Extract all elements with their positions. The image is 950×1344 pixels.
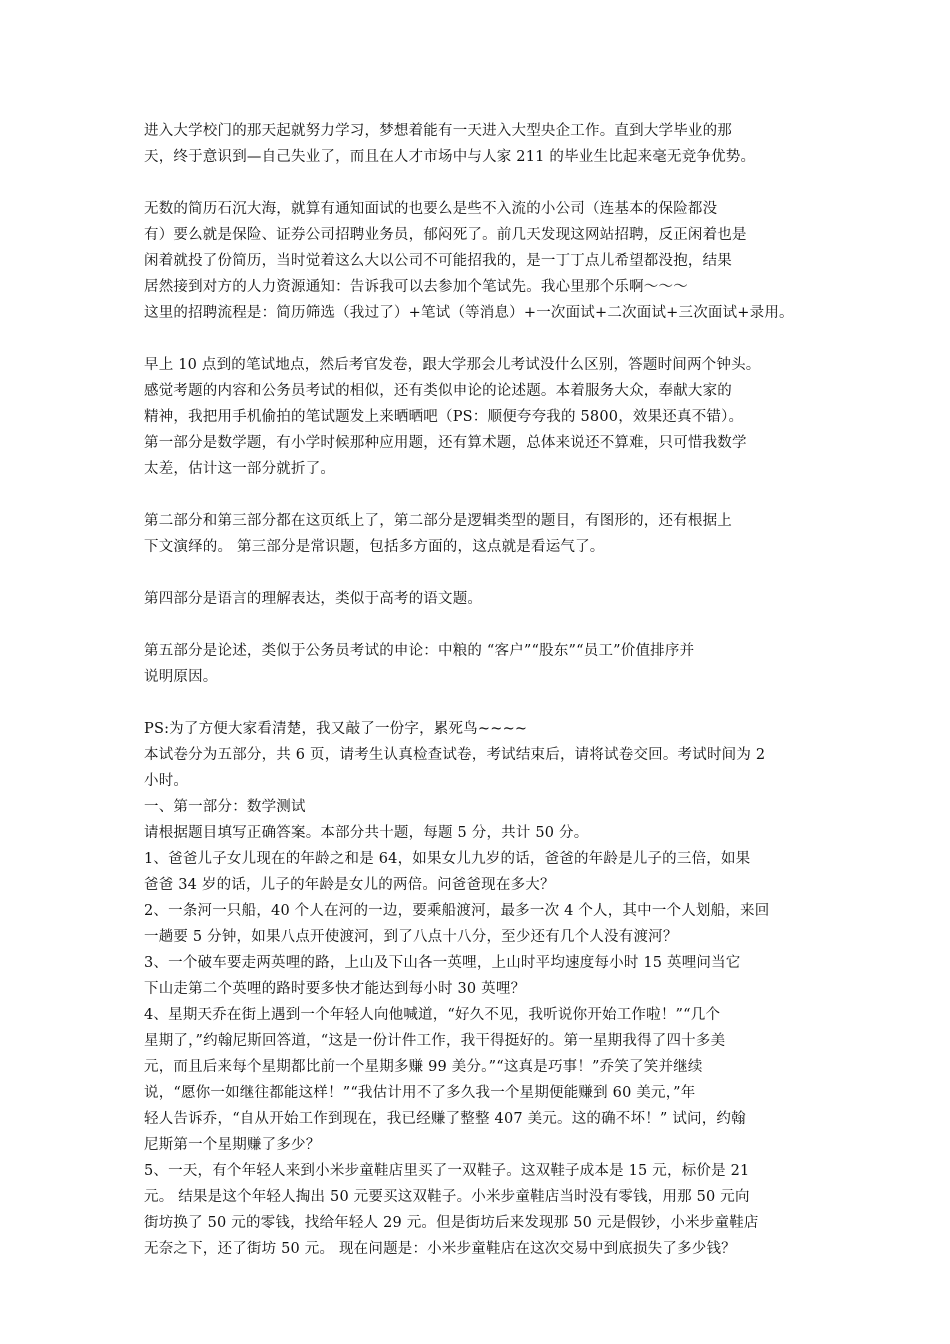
text-line: 尼斯第一个星期赚了多少？ [144, 1137, 321, 1153]
text-line: 感觉考题的内容和公务员考试的相似，还有类似申论的论述题。本着服务大众，奉献大家的 [144, 383, 732, 399]
text-line: 第一部分是数学题，有小学时候那种应用题，还有算术题，总体来说还不算难，只可惜我数学 [144, 435, 747, 451]
text-line: 无数的简历石沉大海，就算有通知面试的也要么是些不入流的小公司（连基本的保险都没 [144, 201, 718, 217]
paragraph [144, 196, 816, 326]
paragraph [144, 586, 816, 612]
text-line: PS:为了方便大家看清楚，我又敲了一份字，累死鸟~~~~ [144, 721, 528, 737]
paragraph-gap [144, 326, 816, 352]
paragraph [144, 716, 816, 1262]
text-line: 请根据题目填写正确答案。本部分共十题，每题 5 分，共计 50 分。 [144, 825, 589, 841]
text-line: 星期了，”约翰尼斯回答道，“这是一份计件工作，我干得挺好的。第一星期我得了四十多美 [144, 1033, 726, 1049]
text-line: 本试卷分为五部分，共 6 页，请考生认真检查试卷，考试结束后，请将试卷交回。考试时间为 2 [144, 747, 766, 763]
text-line: 小时。 [144, 773, 189, 789]
text-line: 精神，我把用手机偷拍的笔试题发上来晒晒吧（PS：顺便夸夸我的 5800，效果还真不错）。 [144, 409, 744, 425]
text-line: 2、一条河一只船，40 个人在河的一边，要乘船渡河，最多一次 4 个人，其中一个人划船，来回 [144, 903, 770, 919]
text-line: 5、一天，有个年轻人来到小米步童鞋店里买了一双鞋子。这双鞋子成本是 15 元，标价是 21 [144, 1163, 750, 1179]
text-line: 轻人告诉乔，“自从开始工作到现在，我已经赚了整整 407 美元。这的确不坏！” 试问，约翰 [144, 1111, 746, 1127]
paragraph [144, 638, 816, 690]
text-line: 第二部分和第三部分都在这页纸上了，第二部分是逻辑类型的题目，有图形的，还有根据上 [144, 513, 732, 529]
text-line: 天，终于意识到—自己失业了，而且在人才市场中与人家 211 的毕业生比起来毫无竞争优势。 [144, 149, 756, 165]
text-line: 元，而且后来每个星期都比前一个星期多赚 99 美分。”“这真是巧事！”乔笑了笑并继续 [144, 1059, 703, 1075]
text-line: 一、第一部分：数学测试 [144, 799, 306, 815]
text-line: 早上 10 点到的笔试地点，然后考官发卷，跟大学那会儿考试没什么区别，答题时间两个钟头。 [144, 357, 761, 373]
document-body [144, 118, 816, 1262]
text-line: 说，“愿你一如继往都能这样！”“我估计用不了多久我一个星期便能赚到 60 美元，”年 [144, 1085, 696, 1101]
text-line: 元。 结果是这个年轻人掏出 50 元要买这双鞋子。小米步童鞋店当时没有零钱，用那 50 元向 [144, 1189, 750, 1205]
text-line: 下山走第二个英哩的路时要多快才能达到每小时 30 英哩？ [144, 981, 526, 997]
paragraph [144, 118, 816, 170]
text-line: 街坊换了 50 元的零钱，找给年轻人 29 元。但是街坊后来发现那 50 元是假钞，小米步童鞋店 [144, 1215, 759, 1231]
paragraph [144, 352, 816, 482]
text-line: 4、星期天乔在街上遇到一个年轻人向他喊道，“好久不见，我听说你开始工作啦！”“几个 [144, 1007, 721, 1023]
paragraph-gap [144, 612, 816, 638]
paragraph [144, 508, 816, 560]
text-line: 第四部分是语言的理解表达，类似于高考的语文题。 [144, 591, 483, 607]
text-line: 有）要么就是保险、证券公司招聘业务员，郁闷死了。前几天发现这网站招聘，反正闲着也是 [144, 227, 747, 243]
text-line: 无奈之下，还了街坊 50 元。 现在问题是：小米步童鞋店在这次交易中到底损失了多少钱？ [144, 1241, 736, 1257]
paragraph-gap [144, 170, 816, 196]
paragraph-gap [144, 560, 816, 586]
text-line: 第五部分是论述，类似于公务员考试的申论：中粮的 “客户”“股东”“员工”价值排序并 [144, 643, 695, 659]
text-line: 爸爸 34 岁的话，儿子的年龄是女儿的两倍。问爸爸现在多大？ [144, 877, 555, 893]
text-line: 闲着就投了份简历，当时觉着这么大以公司不可能招我的，是一丁丁点儿希望都没抱，结果 [144, 253, 732, 269]
text-line: 太差，估计这一部分就折了。 [144, 461, 336, 477]
text-line: 说明原因。 [144, 669, 218, 685]
paragraph-gap [144, 690, 816, 716]
text-line: 3、一个破车要走两英哩的路，上山及下山各一英哩，上山时平均速度每小时 15 英哩问当它 [144, 955, 741, 971]
text-line: 一趟要 5 分钟，如果八点开使渡河，到了八点十八分，至少还有几个人没有渡河？ [144, 929, 678, 945]
text-line: 居然接到对方的人力资源通知：告诉我可以去参加个笔试先。我心里那个乐啊～～～ [144, 279, 688, 295]
paragraph-gap [144, 482, 816, 508]
text-line: 下文演绎的。 第三部分是常识题，包括多方面的，这点就是看运气了。 [144, 539, 605, 555]
text-line: 这里的招聘流程是：简历筛选（我过了）+笔试（等消息）+一次面试+二次面试+三次面试+录用。 [144, 305, 794, 321]
text-line: 1、爸爸儿子女儿现在的年龄之和是 64，如果女儿九岁的话，爸爸的年龄是儿子的三倍，如果 [144, 851, 751, 867]
text-line: 进入大学校门的那天起就努力学习，梦想着能有一天进入大型央企工作。直到大学毕业的那 [144, 123, 732, 139]
